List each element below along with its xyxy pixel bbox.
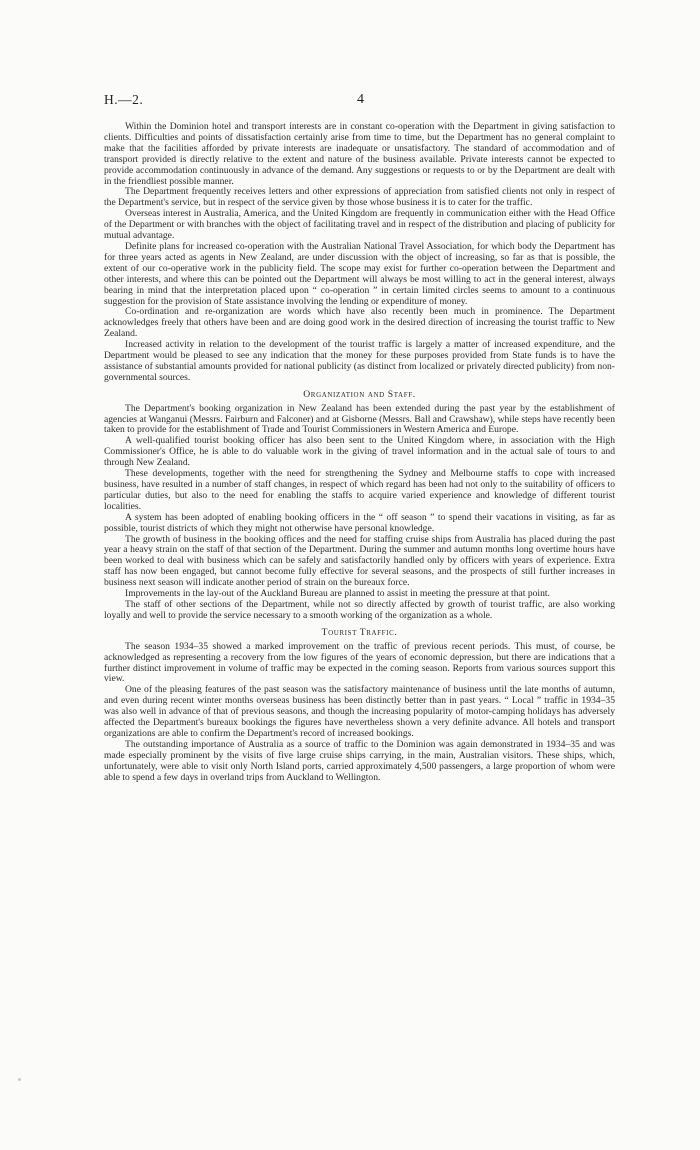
paragraph: The Department frequently receives letters and other expressions of appreciation from satisfied clients not only in respect of the Department's service, but in respect of the service given by those whose business it is to cater for the traffic. [104, 186, 615, 209]
section-heading-tourist-traffic: Tourist Traffic. [321, 626, 398, 638]
paragraph: These developments, together with the need for strengthening the Sydney and Melbourne staffs to cope with increased business, have resulted in a number of staff changes, in respect of which regard has been had not only to the suitability of officers to particular duties, but also to the need for enabling the staffs to acquire varied experience and knowledge of different tourist localities. [104, 468, 615, 512]
paragraph: One of the pleasing features of the past season was the satisfactory maintenance of business until the late months of autumn, and even during recent winter months overseas business has been distinctly better than in past years. “ Local ” traffic in 1934–35 was also well in advance of that of previous seasons, and though the increasing popularity of motor-camping holidays has adversely affected the Department's bureaux bookings the figures have nevertheless shown a very definite advance. All hotels and transport organizations are able to confirm the Department's record of increased bookings. [104, 684, 615, 739]
binding-hole-mark [18, 1078, 21, 1081]
page-number: 4 [357, 92, 364, 107]
body-text [104, 122, 615, 783]
paragraph: Definite plans for increased co-operation with the Australian National Travel Association, for which body the Department has for three years acted as agents in New Zealand, are under discussion with the object of increasing, so far as that is possible, the extent of our co-operative work in the publicity field. The scope may exist for further co-operation between the Department and other interests, and where this can be pointed out the Department will always be most willing to act in the general interest, always bearing in mind that the interpretation placed upon “ co-operation ” in certain limited circles seems to amount to a continuous suggestion for the provision of State assistance involving the lending or expenditure of money. [104, 240, 615, 307]
paragraph: Co-ordination and re-organization are words which have also recently been much in prominence. The Department acknowledges freely that others have been and are doing good work in the desired direction of increasing the tourist traffic to New Zealand. [104, 306, 615, 340]
section-heading-organization-and-staff: Organization and Staff. [303, 388, 416, 400]
paragraph: Within the Dominion hotel and transport interests are in constant co-operation with the Department in giving satisfaction to clients. Difficulties and points of dissatisfaction certainly arise from time to time, but the Department has no general complaint to make that the facilities afforded by private interests are inadequate or unsatisfactory. The standard of accommodation and of transport provided is directly relative to the extent and nature of the business available. Private interests cannot be expected to provide accommodation continuously in advance of the demand. Any suggestions or requests to or by the Department are dealt with in the friendliest possible manner. [104, 121, 615, 187]
paragraph: The outstanding importance of Australia as a source of traffic to the Dominion was again demonstrated in 1934–35 and was made especially prominent by the visits of five large cruise ships carrying, in the main, Australian visitors. These ships, which, unfortunately, were able to visit only North Island ports, carried approximately 4,500 passengers, a large proportion of whom were able to spend a few days in overland trips from Auckland to Wellington. [104, 738, 615, 783]
paragraph: The season 1934–35 showed a marked improvement on the traffic of previous recent periods. This must, of course, be acknowledged as representing a recovery from the low figures of the years of economic depression, but there are indications that a further distinct improvement in volume of traffic may be expected in the coming season. Reports from various sources support this view. [104, 640, 615, 685]
document-reference: H.—2. [104, 92, 144, 107]
paragraph: The growth of business in the booking offices and the need for staffing cruise ships from Australia has placed during the past year a heavy strain on the staff of that section of the Department. During the summer and autumn months long overtime hours have been worked to deal with business which can be safely and satisfactorily handled only by officers with years of experience. Extra staff has now been engaged, but cannot become fully effective for several seasons, and the prospects of still further increases in business next season will indicate another period of strain on the bureaux force. [104, 533, 615, 589]
paragraph: The Department's booking organization in New Zealand has been extended during the past year by the establishment of agencies at Wanganui (Messrs. Fairburn and Falconer) and at Gisborne (Messrs. Ball and Crawshaw), while steps have recently been taken to provide for the establishment of Trade and Tourist Commissioners in Western America and Europe. [104, 402, 615, 436]
paragraph: Overseas interest in Australia, America, and the United Kingdom are frequently in communication either with the Head Office of the Department or with branches with the object of facilitating travel and in respect of the distribution and placing of publicity for mutual advantage. [104, 208, 615, 242]
paragraph: Increased activity in relation to the development of the tourist traffic is largely a matter of increased expenditure, and the Department would be pleased to see any indication that the money for these purposes provided from State funds is to have the assistance of substantial amounts provided for national publicity (as distinct from localized or privately directed publicity) from non-governmental sources. [104, 339, 615, 383]
paragraph: A system has been adopted of enabling booking officers in the “ off season ” to spend their vacations in visiting, as far as possible, tourist districts of which they might not otherwise have personal knowledge. [104, 511, 615, 534]
paragraph: The staff of other sections of the Department, while not so directly affected by growth of tourist traffic, are also working loyally and well to provide the service necessary to a smooth working of the organization as a whole. [104, 598, 615, 621]
paragraph: Improvements in the lay-out of the Auckland Bureau are planned to assist in meeting the pressure at that point. [125, 588, 550, 600]
paragraph: A well-qualified tourist booking officer has also been sent to the United Kingdom where, in association with the High Commissioner's Office, he is able to do valuable work in the giving of travel information and in the actual sale of tours to and through New Zealand. [104, 435, 615, 469]
